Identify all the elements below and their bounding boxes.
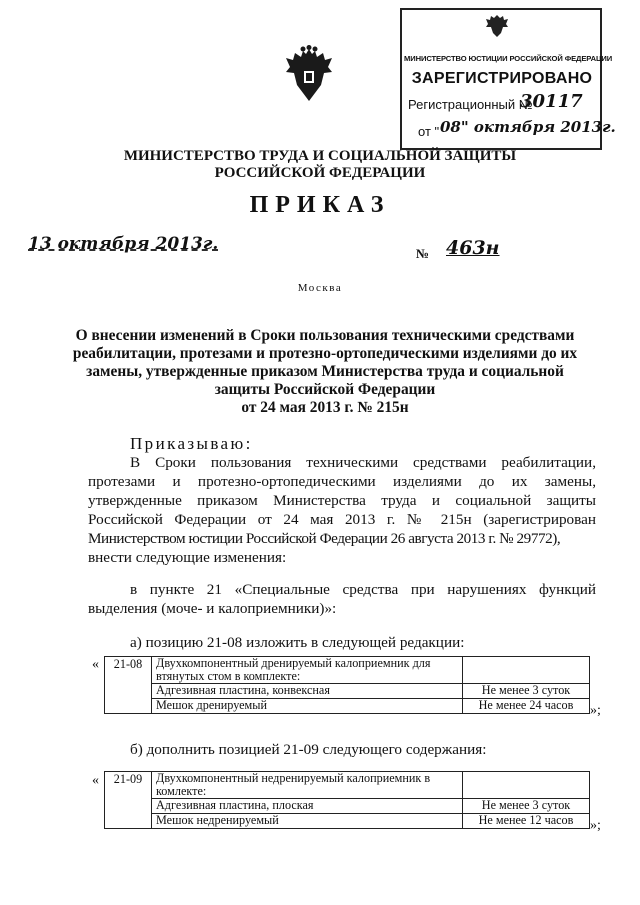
ministry-line-1: МИНИСТЕРСТВО ТРУДА И СОЦИАЛЬНОЙ ЗАЩИТЫ bbox=[123, 148, 517, 164]
paragraph-1-line-4: Российской Федерации от 24 мая 2013 г. № 215н (зарегистрирован bbox=[88, 511, 596, 528]
coat-of-arms-icon bbox=[283, 45, 335, 107]
table-b-row1-term bbox=[463, 772, 590, 799]
table-b bbox=[104, 771, 590, 829]
stamp-date-value: 08" октября 2013г. bbox=[440, 118, 616, 136]
city: Москва bbox=[297, 282, 343, 294]
paragraph-1-line-3: утвержденные приказом Министерства труда и социальной защиты bbox=[88, 492, 596, 509]
paragraph-1-line-2: протезами и протезно-ортопедическими изделиями до их замены, bbox=[88, 473, 596, 490]
stamp-ministry: МИНИСТЕРСТВО ЮСТИЦИИ РОССИЙСКОЙ ФЕДЕРАЦИИ bbox=[404, 54, 613, 63]
table-a-row1-term bbox=[463, 657, 590, 684]
table-b-row2-term: Не менее 3 суток bbox=[463, 799, 590, 814]
ministry-line-2: РОССИЙСКОЙ ФЕДЕРАЦИИ bbox=[214, 165, 426, 181]
order-date: 13 октября 2013г. bbox=[28, 234, 219, 254]
paragraph-1-line-5: Министерством юстиции Российской Федерации 26 августа 2013 г. № 29772), bbox=[88, 530, 561, 547]
table-a-row3-item: Мешок дренируемый bbox=[152, 699, 463, 714]
title-line-4: защиты Российской Федерации bbox=[214, 381, 436, 398]
stamp-registered: ЗАРЕГИСТРИРОВАНО bbox=[411, 70, 593, 87]
table-b-row3-term: Не менее 12 часов bbox=[463, 814, 590, 829]
paragraph-1-line-1: В Сроки пользования техническими средствами реабилитации, bbox=[130, 454, 596, 471]
table-row bbox=[105, 814, 590, 829]
table-b-close: »; bbox=[590, 818, 601, 833]
paragraph-2-line-2: выделения (моче- и калоприемники)»: bbox=[88, 600, 337, 617]
table-a-row3-term: Не менее 24 часов bbox=[463, 699, 590, 714]
table-row bbox=[105, 799, 590, 814]
table-b-code: 21-09 bbox=[105, 772, 152, 829]
paragraph-2-line-1: в пункте 21 «Специальные средства при нарушениях функций bbox=[130, 581, 596, 598]
table-b-row2-item: Адгезивная пластина, плоская bbox=[152, 799, 463, 814]
table-a-row2-term: Не менее 3 суток bbox=[463, 684, 590, 699]
item-b: б) дополнить позицией 21-09 следующего содержания: bbox=[130, 741, 487, 758]
table-a-close: »; bbox=[590, 703, 601, 718]
item-a: а) позицию 21-08 изложить в следующей редакции: bbox=[130, 634, 465, 651]
table-b-row1: Двухкомпонентный недренируемый калоприемник в комлекте: bbox=[152, 772, 463, 799]
title-line-5: от 24 мая 2013 г. № 215н bbox=[241, 399, 409, 416]
table-a-row2-item: Адгезивная пластина, конвексная bbox=[152, 684, 463, 699]
title-line-2: реабилитации, протезами и протезно-ортопедическими изделиями до их bbox=[72, 345, 578, 362]
table-b-row3-item: Мешок недренируемый bbox=[152, 814, 463, 829]
table-a-code: 21-08 bbox=[105, 657, 152, 714]
title-line-3: замены, утвержденные приказом Министерства труда и социальной bbox=[86, 363, 564, 380]
order-number: 463н bbox=[446, 237, 500, 259]
stamp-regnum-value: 30117 bbox=[520, 91, 583, 112]
table-row bbox=[105, 684, 590, 699]
table-row bbox=[105, 772, 590, 799]
small-emblem-icon bbox=[482, 11, 512, 41]
table-row bbox=[105, 657, 590, 684]
orders-heading: Приказываю: bbox=[130, 434, 253, 453]
table-a-open-quote: « bbox=[92, 657, 99, 672]
stamp-regnum-label: Регистрационный № bbox=[408, 97, 533, 112]
table-b-open-quote: « bbox=[92, 773, 99, 788]
title-line-1: О внесении изменений в Сроки пользования техническими средствами bbox=[75, 327, 575, 344]
table-row bbox=[105, 699, 590, 714]
table-a bbox=[104, 656, 590, 714]
table-a-row1: Двухкомпонентный дренируемый калоприемник для втянутых стом в комплекте: bbox=[152, 657, 463, 684]
paragraph-1-line-6: внести следующие изменения: bbox=[88, 549, 287, 566]
document-type: ПРИКАЗ bbox=[249, 192, 391, 218]
number-sign: № bbox=[416, 246, 430, 261]
stamp-date-label: от " bbox=[418, 124, 440, 139]
